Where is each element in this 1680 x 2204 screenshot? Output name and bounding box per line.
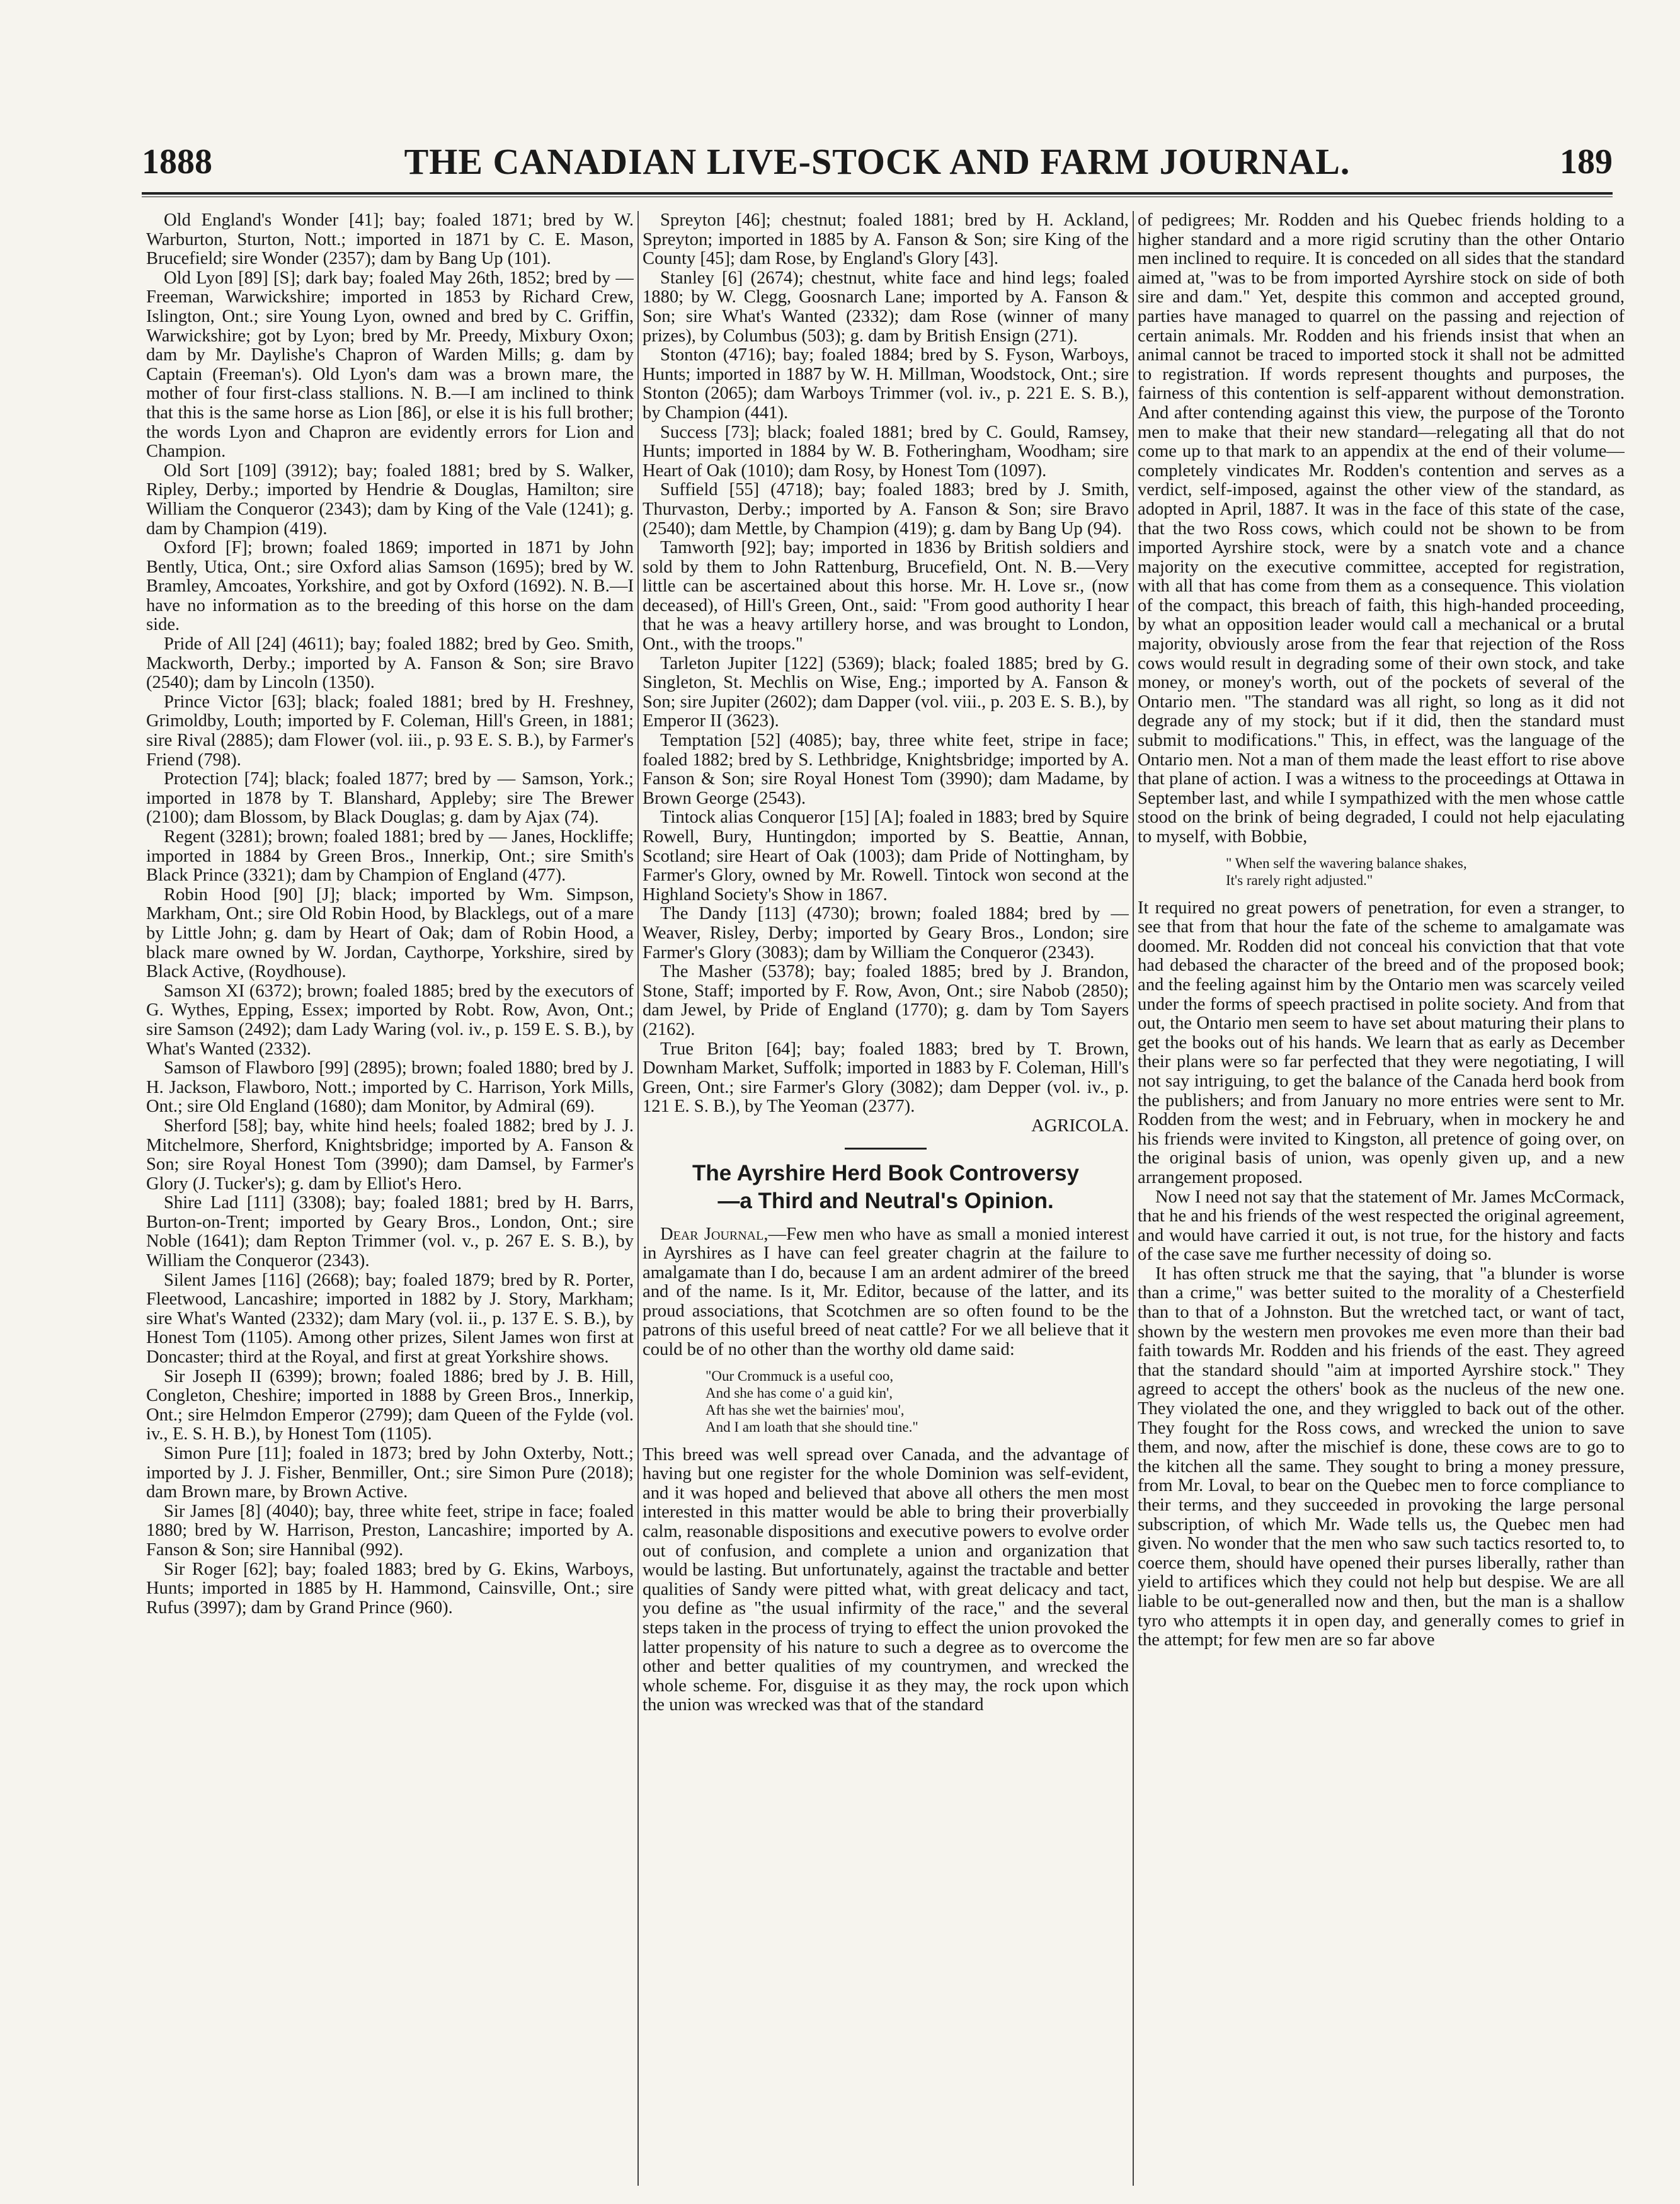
stallion-entry: Samson XI (6372); brown; foaled 1885; bred by the executors of G. Wythes, Epping, Essex; imported by Robt. Row, Avon, Ont.; sire Samson (2492); dam Lady Waring (vol. iv., p. 159 E. S. B.), by What's Wanted (2332). (146, 981, 634, 1059)
signature-line (643, 1117, 1129, 1136)
page-header (142, 140, 1613, 184)
stallion-entry: Pride of All [24] (4611); bay; foaled 1882; bred by Geo. Smith, Mackworth, Derby.; imported by A. Fanson & Son; sire Bravo (2540); dam by Lincoln (1350). (146, 634, 634, 693)
salutation: Dear Journal, (660, 1224, 769, 1244)
verse-line: "Our Crommuck is a useful coo, (706, 1368, 894, 1384)
article-title-line-1: The Ayrshire Herd Book Controversy (692, 1160, 1079, 1185)
column-divider (637, 211, 639, 2186)
article-title (643, 1160, 1129, 1215)
article-paragraph: It has often struck me that the saying, that "a blunder is worse than a crime," was better suited to the morality of a Chesterfield than to that of a Johnston. But the wretched tact, or want of tact, shown by the western men provokes me even more than their bad faith towards Mr. Rodden and his friends of the east. They agreed that the standard should "aim at imported Ayrshire stock." They agreed to accept the others' book as the nucleus of the new one. They violated the one, and they wriggled to back out of the other. They fought for the Ross cows, and wrecked the union to save them, and now, after the mischief is done, these cows are to go to the kitchen all the same. They sought to bring a money pressure, from Mr. Loval, to bear on the Quebec men to force compliance to their terms, and they succeeded in provoking the large personal subscription, of which Mr. Wade tells us, the Quebec men had given. No wonder that the men who saw such tactics resorted to, to coerce them, should have opened their purses liberally, rather than yield to artifices which they could not help but despise. We are all liable to be out-generalled now and then, but the man is a shallow tyro who attempts it in open day, and generally comes to grief in the attempt; for few men are so far above (1138, 1264, 1625, 1650)
verse-line: Aft has she wet the bairnies' mou', (706, 1402, 905, 1418)
verse-line: And I am loath that she should tine." (706, 1419, 918, 1435)
verse-line: It's rarely right adjusted." (1226, 872, 1373, 888)
stallion-entry: Silent James [116] (2668); bay; foaled 1879; bred by R. Porter, Fleetwood, Lancashire; imported in 1882 by J. Story, Markham; sire What's Wanted (2332); dam Mary (vol. ii., p. 137 E. S. B.), by Honest Tom (1105). Among other prizes, Silent James won first at Doncaster; third at the Royal, and first at great Yorkshire shows. (146, 1270, 634, 1368)
stallion-entry: Sir James [8] (4040); bay, three white feet, stripe in face; foaled 1880; bred by W. Harrison, Preston, Lancashire; imported by A. Fanson & Son; sire Hannibal (992). (146, 1501, 634, 1560)
column-1 (146, 211, 634, 2186)
verse-line: " When self the wavering balance shakes, (1226, 855, 1467, 871)
stallion-entry: Sir Joseph II (6399); brown; foaled 1886; bred by J. B. Hill, Congleton, Cheshire; imported in 1888 by Green Bros., Innerkip, Ont.; sire Helmdon Emperor (2799); dam Queen of the Fylde (vol. iv., E. S. H. B.), by Honest Tom (1105). (146, 1366, 634, 1444)
stallion-entry: Prince Victor [63]; black; foaled 1881; bred by H. Freshney, Grimoldby, Louth; imported by F. Coleman, Hill's Green, in 1881; sire Rival (2885); dam Flower (vol. iii., p. 93 E. S. B.), by Farmer's Friend (798). (146, 692, 634, 770)
signature: AGRICOLA. (1031, 1116, 1129, 1136)
article-paragraph: It required no great powers of penetration, for even a stranger, to see that from that hour the fate of the scheme to amalgamate was doomed. Mr. Rodden did not conceal his conviction that that vote had debased the character of the breed and of the proposed book; and the feeling against him by the Ontario men was scarcely veiled under the forms of speech practised in polite society. And from that out, the Ontario men seem to have set about maturing their plans to get the books out of his hands. We learn that as early as December their plans were so far perfected that they were negotiating, I will not say intriguing, to get the balance of the Canada herd book from the publishers; and from January no more entries were sent to Mr. Rodden from the west; and in February, when in mockery he and his friends were invited to Kingston, all pretence of going over, on the original basis of union, was openly given up, and a new arrangement proposed. (1138, 898, 1625, 1187)
verse-quote (1226, 855, 1625, 889)
stallion-entries (643, 211, 1129, 1117)
header-year: 1888 (142, 142, 212, 181)
stallion-entry: Tintock alias Conqueror [15] [A]; foaled in 1883; bred by Squire Rowell, Bury, Huntingdon; imported by S. Beattie, Annan, Scotland; sire Heart of Oak (1003); dam Pride of Nottingham, by Farmer's Glory, owned by Mr. Rowell. Tintock won second at the Highland Society's Show in 1867. (643, 808, 1129, 905)
journal-title: THE CANADIAN LIVE-STOCK AND FARM JOURNAL. (404, 141, 1351, 182)
stallion-entry: True Briton [64]; bay; foaled 1883; bred by T. Brown, Downham Market, Suffolk; imported in 1883 by F. Coleman, Hill's Green, Ont.; sire Farmer's Glory (3082); dam Depper (vol. iv., p. 121 E. S. B.), by The Yeoman (2377). (643, 1039, 1129, 1117)
stallion-entry: Old England's Wonder [41]; bay; foaled 1871; bred by W. Warburton, Sturton, Nott.; imported in 1871 by C. E. Mason, Brucefield; sire Wonder (2357); dam by Bang Up (101). (146, 211, 634, 269)
stallion-entry: Success [73]; black; foaled 1881; bred by C. Gould, Ramsey, Hunts; imported in 1884 by W. B. Fotheringham, Woodham; sire Heart of Oak (1010); dam Rosy, by Honest Tom (1097). (643, 422, 1129, 481)
stallion-entry: Stonton (4716); bay; foaled 1884; bred by S. Fyson, Warboys, Hunts; imported in 1887 by W. H. Millman, Woodstock, Ont.; sire Stonton (2065); dam Warboys Trimmer (vol. iv., p. 221 E. S. B.), by Champion (441). (643, 345, 1129, 423)
column-2 (643, 211, 1129, 2186)
article-paragraph (643, 1225, 1129, 1360)
verse-line: And she has come o' a guid kin', (706, 1385, 893, 1401)
stallion-entry: Samson of Flawboro [99] (2895); brown; foaled 1880; bred by J. H. Jackson, Flawboro, Nott.; imported by C. Harrison, York Mills, Ont.; sire Old England (1680); dam Monitor, by Admiral (69). (146, 1058, 634, 1117)
stallion-entry: Spreyton [46]; chestnut; foaled 1881; bred by H. Ackland, Spreyton; imported in 1885 by A. Fanson & Son; sire King of the County [45]; dam Rose, by England's Glory [43]. (643, 211, 1129, 269)
stallion-entry: Temptation [52] (4085); bay, three white feet, stripe in face; foaled 1882; bred by S. Lethbridge, Knightsbridge; imported by A. Fanson & Son; sire Royal Honest Tom (3990); dam Madame, by Brown George (2543). (643, 731, 1129, 808)
column-divider (1133, 211, 1134, 2186)
stallion-entry: Tarleton Jupiter [122] (5369); black; foaled 1885; bred by G. Singleton, St. Mechlis on Wise, Eng.; imported by A. Fanson & Son; sire Jupiter (2602); dam Dapper (vol. viii., p. 203 E. S. B.), by Emperor II (3623). (643, 653, 1129, 731)
stallion-entry: Oxford [F]; brown; foaled 1869; imported in 1871 by John Bently, Utica, Ont.; sire Oxford alias Samson (1695); bred by W. Bramley, Amcoates, Yorkshire, and got by Oxford (1692). N. B.—I have no information as to the breeding of this horse on the dam side. (146, 538, 634, 635)
article-title-line-2: —a Third and Neutral's Opinion. (717, 1188, 1054, 1213)
verse-quote (706, 1368, 1129, 1436)
stallion-entry: Robin Hood [90] [J]; black; imported by Wm. Simpson, Markham, Ont.; sire Old Robin Hood, by Blacklegs, out of a mare by Little John; g. dam by Heart of Oak; dam of Robin Hood, a black mare owned by W. Jordan, Caythorpe, Yorkshire, sired by Black Active, (Roydhouse). (146, 884, 634, 982)
header-rule (142, 192, 1613, 195)
stallion-entry: Protection [74]; black; foaled 1877; bred by — Samson, York.; imported in 1878 by T. Blanshard, Appleby; sire The Brewer (2100); dam Blossom, by Black Douglas; g. dam by Ajax (74). (146, 769, 634, 828)
stallion-entry: Sir Roger [62]; bay; foaled 1883; bred by G. Ekins, Warboys, Hunts; imported in 1885 by H. Hammond, Cainsville, Ont.; sire Rufus (3997); dam by Grand Prince (960). (146, 1559, 634, 1618)
stallion-entry: Old Sort [109] (3912); bay; foaled 1881; bred by S. Walker, Ripley, Derby.; imported by Hendrie & Douglas, Hamilton; sire William the Conqueror (2343); dam by King of the Vale (1241); g. dam by Champion (419). (146, 460, 634, 539)
article-paragraph: Now I need not say that the statement of Mr. James McCormack, that he and his friends of the west respected the original agreement, and would have carried it out, is not true, for the history and facts of the case save me further necessity of doing so. (1138, 1187, 1625, 1265)
stallion-entry: Suffield [55] (4718); bay; foaled 1883; bred by J. Smith, Thurvaston, Derby.; imported by A. Fanson & Son; sire Bravo (2540); dam Mettle, by Champion (419); g. dam by Bang Up (94). (643, 480, 1129, 539)
stallion-entry: The Masher (5378); bay; foaled 1885; bred by J. Brandon, Stone, Staff; imported by F. Row, Avon, Ont.; sire Nabob (2850); dam Jewel, by Pride of England (1770); g. dam by Tom Sayers (2162). (643, 962, 1129, 1039)
article-paragraph-text: —Few men who have as small a monied interest in Ayrshires as I have can feel greater chagrin at the failure to amalgamate than I do, because I am an ardent admirer of the breed and of the name. Is it, Mr. Editor, because of the latter, and its proud associations, that Scotchmen are so often found to be the patrons of this useful breed of neat cattle? For we all believe that it could be of no other than the worthy old dame said: (643, 1224, 1129, 1360)
stallion-entry: Sherford [58]; bay, white hind heels; foaled 1882; bred by J. J. Mitchelmore, Sherford, Knightsbridge; imported by A. Fanson & Son; sire Royal Honest Tom (3990); dam Damsel, by Farmer's Glory (J. Tucker's); g. dam by Elliot's Hero. (146, 1116, 634, 1194)
stallion-entry: Old Lyon [89] [S]; dark bay; foaled May 26th, 1852; bred by — Freeman, Warwickshire; imported in 1853 by Richard Crew, Islington, Ont.; sire Young Lyon, owned and bred by C. Griffin, Warwickshire; got by Lyon; bred by Mr. Preedy, Mixbury Oxon; dam by Mr. Daylishe's Chapron of Warden Mills; g. dam by Captain (Freeman's). Old Lyon's dam was a brown mare, the mother of four first-class stallions. N. B.—I am inclined to think that this is the same horse as Lion [86], or else it is his full brother; the words Lyon and Chapron are evidently errors for Lion and Champion. (146, 268, 634, 462)
column-3 (1138, 211, 1625, 2186)
page-number: 189 (1560, 142, 1613, 181)
stallion-entry: Simon Pure [11]; foaled in 1873; bred by John Oxterby, Nott.; imported by J. J. Fisher, Benmiller, Ont.; sire Simon Pure (2018); dam Brown mare, by Brown Active. (146, 1444, 634, 1502)
stallion-entry: Tamworth [92]; bay; imported in 1836 by British soldiers and sold by them to John Rattenburg, Brucefield, Ont. N. B.—Very little can be ascertained about this horse. Mr. H. Love sr., (now deceased), of Hill's Green, Ont., said: "From good authority I hear that he was a heavy artillery horse, and was brought to London, Ont., with the troops." (643, 538, 1129, 654)
stallion-entry: The Dandy [113] (4730); brown; foaled 1884; bred by — Weaver, Risley, Derby; imported by Geary Bros., London; sire Farmer's Glory (3083); dam by William the Conqueror (2343). (643, 904, 1129, 962)
stallion-entry: Shire Lad [111] (3308); bay; foaled 1881; bred by H. Barrs, Burton-on-Trent; imported by Geary Bros., London, Ont.; sire Noble (1641); dam Repton Trimmer (vol. v., p. 267 E. S. B.), by William the Conqueror (2343). (146, 1193, 634, 1271)
stallion-entry: Stanley [6] (2674); chestnut, white face and hind legs; foaled 1880; by W. Clegg, Goosnarch Lane; imported by A. Fanson & Son; sire What's Wanted (2332); dam Rose (winner of many prizes), by Columbus (503); g. dam by British Ensign (271). (643, 268, 1129, 346)
article-paragraph: This breed was well spread over Canada, and the advantage of having but one register for the whole Dominion was self-evident, and it was hoped and believed that above all others the men most interested in this matter would be able to bring their proverbially calm, reasonable dispositions and executive powers to evolve order out of confusion, and complete a union and organization that would be lasting. But unfortunately, against the tractable and better qualities of Sandy were pitted what, with great delicacy and tact, you define as "the usual infirmity of the race," and the several steps taken in the process of trying to effect the union provoked the latter propensity of his nature to such a degree as to overcome the other and better qualities of my countrymen, and wrecked the whole scheme. For, disguise it as they may, the rock upon which the union was wrecked was that of the standard (643, 1444, 1129, 1715)
article-paragraph: of pedigrees; Mr. Rodden and his Quebec friends holding to a higher standard and a more rigid scrutiny than the other Ontario men inclined to require. It is conceded on all sides that the standard aimed at, "was to be from imported Ayrshire stock on side of both sire and dam." Yet, despite this common and accepted ground, parties have managed to quarrel on the passing and rejection of certain animals. Mr. Rodden and his friends insist that when an animal cannot be traced to imported stock it shall not be admitted to registration. If words represent thoughts and purposes, the fairness of this contention is self-apparent without demonstration. And after contending against this view, the purpose of the Toronto men to make that their new standard—relegating all that do not come up to that mark to an appendix at the end of their volume—completely vindicates Mr. Rodden's contention and serves as a verdict, self-imposed, against the other view of the standard, as adopted in April, 1887. It was in the face of this state of the case, that the two Ross cows, which could not be shown to be from imported Ayrshire stock, were by a snatch vote and a chance majority on the executive committee, accepted for registration, with all that has come from them as a consequence. This violation of the compact, this breach of faith, this high-handed proceeding, by what an opposition leader would call a mechanical or a brutal majority, obviously arose from the fear that rejection of the Ross cows would result in degrading some of their own stock, and take money, or money's worth, out of the pockets of several of the Ontario men. "The standard was all right, so long as it did not degrade any of my stock; but if it did, then the standard must submit to modifications." This, in effect, was the language of the Ontario men. Not a man of them made the least effort to rise above that plane of action. I was a witness to the proceedings at Ottawa in September last, and while I sympathized with the men whose cattle stood on the brink of being degraded, I could not help ejaculating to myself, with Bobbie, (1138, 211, 1625, 847)
section-separator (845, 1148, 927, 1150)
stallion-entry: Regent (3281); brown; foaled 1881; bred by — Janes, Hockliffe; imported in 1884 by Green Bros., Innerkip, Ont.; sire Smith's Black Prince (3321); dam by Champion of England (477). (146, 827, 634, 886)
